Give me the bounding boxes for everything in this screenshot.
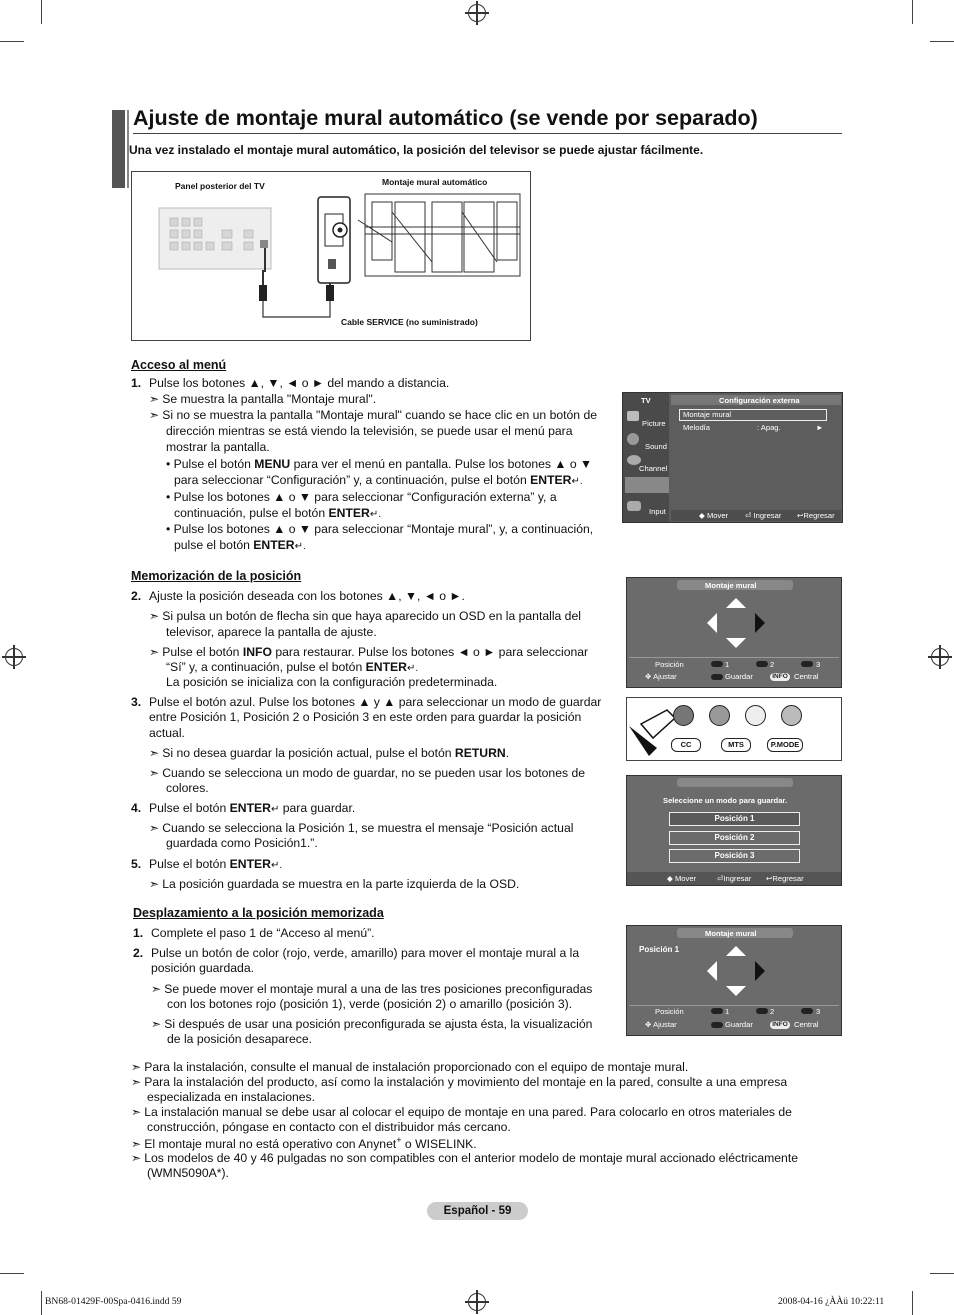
osd-central: Central [794,672,819,681]
step-text: posición guardada. [151,961,254,975]
bullet-text: continuación, pulse el botón ENTER↵. [174,506,381,520]
note-text: guardada como Posición1.”. [166,836,318,850]
page-title: Ajuste de montaje mural automático (se vende por separado) [133,106,758,130]
crop-mark [912,0,913,24]
yellow-button[interactable] [745,705,766,726]
enter-icon: ⏎ [745,511,752,520]
note-text: ➣ Se muestra la pantalla "Montaje mural". [149,392,376,406]
bullet-text: para seleccionar “Configuración” y, a continuación, pulse el botón ENTER↵. [174,473,583,487]
intro-text: Una vez instalado el montaje mural automático, la posición del televisor se puede ajustar fácilmente. [129,143,704,157]
note-text: con los botones rojo (posición 1), verde (posición 2) o amarillo (posición 3). [167,997,573,1011]
pos-3: 3 [816,1007,821,1016]
note-text: mostrar la pantalla. [166,440,270,454]
osd-foot-return: ↩Regresar [766,874,804,883]
registration-mark-icon [468,1293,486,1311]
setup-icon [625,477,669,493]
osd-header: Configuración externa [719,396,800,405]
red-button-icon [711,661,723,667]
osd-position-screen [626,925,842,1036]
step-number: 1. [133,926,144,940]
footer-date-info: 2008-04-16 ¿ÀÀü 10:22:11 [778,1296,885,1307]
option-posicion-2[interactable]: Posición 2 [669,831,800,845]
osd-foot-move: ◆ Mover [667,874,697,883]
general-note: construcción, póngase en contacto con el distribuidor más cercano. [147,1120,511,1134]
enter-icon: ⏎ [717,874,724,883]
step-text: Complete el paso 1 de “Acceso al menú”. [151,926,375,940]
osd-item-melodia-value: : Apag. [757,423,781,432]
general-note: (WMN5090A*). [147,1166,229,1180]
step-text: Pulse el botón ENTER↵ para guardar. [149,801,356,815]
pos-1: 1 [725,1007,730,1016]
pmode-button[interactable]: P.MODE [767,738,803,752]
note-text: ➣ Si no se muestra la pantalla "Montaje mural" cuando se hace clic en un botón de [149,408,597,422]
bullet-text: • Pulse los botones ▲ o ▼ para seleccionar “Configuración externa” y, a [166,490,557,504]
connection-figure [131,171,531,341]
crop-mark [0,41,24,42]
note-text: colores. [166,781,209,795]
step-text: Pulse un botón de color (rojo, verde, amarillo) para mover el montaje mural a la [151,946,580,960]
step-number: 3. [131,695,142,709]
remote-illustration [626,697,842,761]
title-accent-bar [112,110,125,188]
direction-arrows-icon [705,944,767,998]
general-note: ➣ La instalación manual se debe usar al colocar el equipo de montaje en una pared. Para colocarlo en otros materiales de [131,1105,792,1119]
osd-side-sound: Sound [645,442,667,451]
direction-arrows-icon [705,596,767,650]
registration-mark-icon [468,4,486,22]
move-icon: ✥ [645,1020,652,1029]
pos-3: 3 [816,660,821,669]
step-number: 5. [131,857,142,871]
crop-mark [930,41,954,42]
red-button-icon [711,1008,723,1014]
move-icon: ✥ [645,672,652,681]
page-number-badge: Español - 59 [427,1202,528,1220]
osd-save-prompt: Seleccione un modo para guardar. [663,796,788,805]
osd-tv-label: TV [641,396,651,405]
general-note: ➣ Para la instalación del producto, así como la instalación y movimiento del montaje en la pared, consulte a una empresa [131,1075,787,1089]
osd-posicion-label: Posición [655,1007,684,1016]
crop-mark [41,0,42,24]
note-text: dirección mientras se está viendo la televisión, se puede usar el menú para [166,424,573,438]
crop-mark [0,1273,24,1274]
osd-guardar: Guardar [725,672,753,681]
red-button[interactable] [673,705,694,726]
note-text: ➣ Si no desea guardar la posición actual, pulse el botón RETURN. [149,746,509,760]
note-text: ➣ Si después de usar una posición preconfigurada se ajusta ésta, la visualización [151,1017,592,1031]
option-posicion-3[interactable]: Posición 3 [669,849,800,863]
bullet-text: • Pulse los botones ▲ o ▼ para seleccionar “Montaje mural”, y, a continuación, [166,522,594,536]
footer-file-info: BN68-01429F-00Spa-0416.indd 59 [45,1296,182,1307]
return-icon: ↩ [766,874,773,883]
section-heading-desplazamiento: Desplazamiento a la posición memorizada [133,906,384,920]
note-text: televisor, aparece la pantalla de ajuste. [166,625,377,639]
osd-side-input: Input [649,507,666,516]
section-heading-memorizacion: Memorización de la posición [131,569,302,583]
osd-posicion-label: Posición [655,660,684,669]
step-number: 2. [133,946,144,960]
osd-ajustar: ✥ Ajustar [645,1020,677,1029]
osd-foot-enter: ⏎Ingresar [717,874,752,883]
osd-foot-return: ↩Regresar [797,511,835,520]
note-text: “Sí” y, a continuación, pulse el botón ENTER↵. [166,660,419,674]
channel-icon [627,455,641,465]
option-posicion-1[interactable]: Posición 1 [669,812,800,826]
move-icon: ◆ [667,874,673,883]
note-text: ➣ La posición guardada se muestra en la parte izquierda de la OSD. [149,877,519,891]
step-text: entre Posición 1, Posición 2 o Posición 3 en este orden para guardar la posición [149,710,582,724]
step-number: 4. [131,801,142,815]
osd-adjust-screen [626,577,842,688]
pos-2: 2 [770,660,775,669]
section-heading-acceso: Acceso al menú [131,358,227,372]
yellow-button-icon [801,1008,813,1014]
general-note: especializada en instalaciones. [147,1090,316,1104]
general-note: ➣ Los modelos de 40 y 46 pulgadas no son compatibles con el anterior modelo de montaje mural accionado eléctricamente [131,1151,798,1165]
figure-label-panel: Panel posterior del TV [175,181,265,191]
pos-1: 1 [725,660,730,669]
note-text: La posición se inicializa con la configuración predeterminada. [166,675,498,689]
cc-button[interactable]: CC [671,738,701,752]
registration-mark-icon [5,648,23,666]
note-text: ➣ Cuando se selecciona la Posición 1, se muestra el mensaje “Posición actual [149,821,573,835]
blue-button-icon [711,1022,723,1028]
crop-mark [930,1273,954,1274]
osd-side-channel: Channel [639,464,668,473]
osd-config-menu [622,392,843,523]
step-text: Pulse los botones ▲, ▼, ◄ o ► del mando a distancia. [149,376,450,390]
green-button[interactable] [709,705,730,726]
blue-button[interactable] [781,705,802,726]
osd-position-header: Montaje mural [705,929,757,938]
osd-side-picture: Picture [642,419,666,428]
osd-item-melodia: Melodía [683,423,711,432]
note-text: ➣ Pulse el botón INFO para restaurar. Pulse los botones ◄ o ► para seleccionar [149,645,588,659]
return-icon: ↩ [797,511,804,520]
title-rule [133,133,842,134]
step-number: 1. [131,376,142,390]
info-badge: INFO [770,673,790,681]
osd-guardar: Guardar [725,1020,753,1029]
osd-foot-enter: ⏎ Ingresar [745,511,782,520]
figure-label-cable: Cable SERVICE (no suministrado) [341,317,478,327]
osd-central: Central [794,1020,819,1029]
blue-button-icon [711,674,723,680]
general-note: ➣ El montaje mural no está operativo con Anynet+ o WISELINK. [131,1135,477,1151]
step-text: actual. [149,726,185,740]
general-note: ➣ Para la instalación, consulte el manual de instalación proporcionado con el equipo de montaje mural. [131,1060,688,1074]
registration-mark-icon [931,648,949,666]
osd-item-montaje: Montaje mural [683,410,732,419]
note-text: ➣ Si pulsa un botón de flecha sin que haya aparecido un OSD en la pantalla del [149,609,581,623]
osd-adjust-header: Montaje mural [705,581,757,590]
info-badge: INFO [770,1021,790,1029]
move-icon: ◆ [699,511,705,520]
crop-mark [41,1291,42,1315]
yellow-button-icon [801,661,813,667]
step-text: Ajuste la posición deseada con los botones ▲, ▼, ◄ o ►. [149,589,465,603]
step-number: 2. [131,589,142,603]
connection-diagram [132,172,530,340]
osd-saved-position: Posición 1 [639,945,680,954]
mts-button[interactable]: MTS [721,738,751,752]
osd-arrow: ► [816,423,824,432]
osd-ajustar: ✥ Ajustar [645,672,677,681]
pos-2: 2 [770,1007,775,1016]
green-button-icon [756,661,768,667]
figure-label-mount: Montaje mural automático [382,177,488,187]
osd-foot-move: ◆ Mover [699,511,729,520]
note-text: ➣ Se puede mover el montaje mural a una de las tres posiciones preconfiguradas [151,982,592,996]
green-button-icon [756,1008,768,1014]
crop-mark [912,1291,913,1315]
sound-icon [627,433,639,445]
bullet-text: • Pulse el botón MENU para ver el menú en pantalla. Pulse los botones ▲ o ▼ [166,457,593,471]
step-text: Pulse el botón ENTER↵. [149,857,283,871]
step-text: Pulse el botón azul. Pulse los botones ▲ y ▲ para seleccionar un modo de guardar [149,695,602,709]
picture-icon [627,411,639,421]
osd-save-screen [626,775,842,886]
note-text: ➣ Cuando se selecciona un modo de guardar, no se pueden usar los botones de [149,766,585,780]
bullet-text: pulse el botón ENTER↵. [174,538,306,552]
note-text: de la posición desaparece. [167,1032,312,1046]
input-icon [627,501,641,511]
